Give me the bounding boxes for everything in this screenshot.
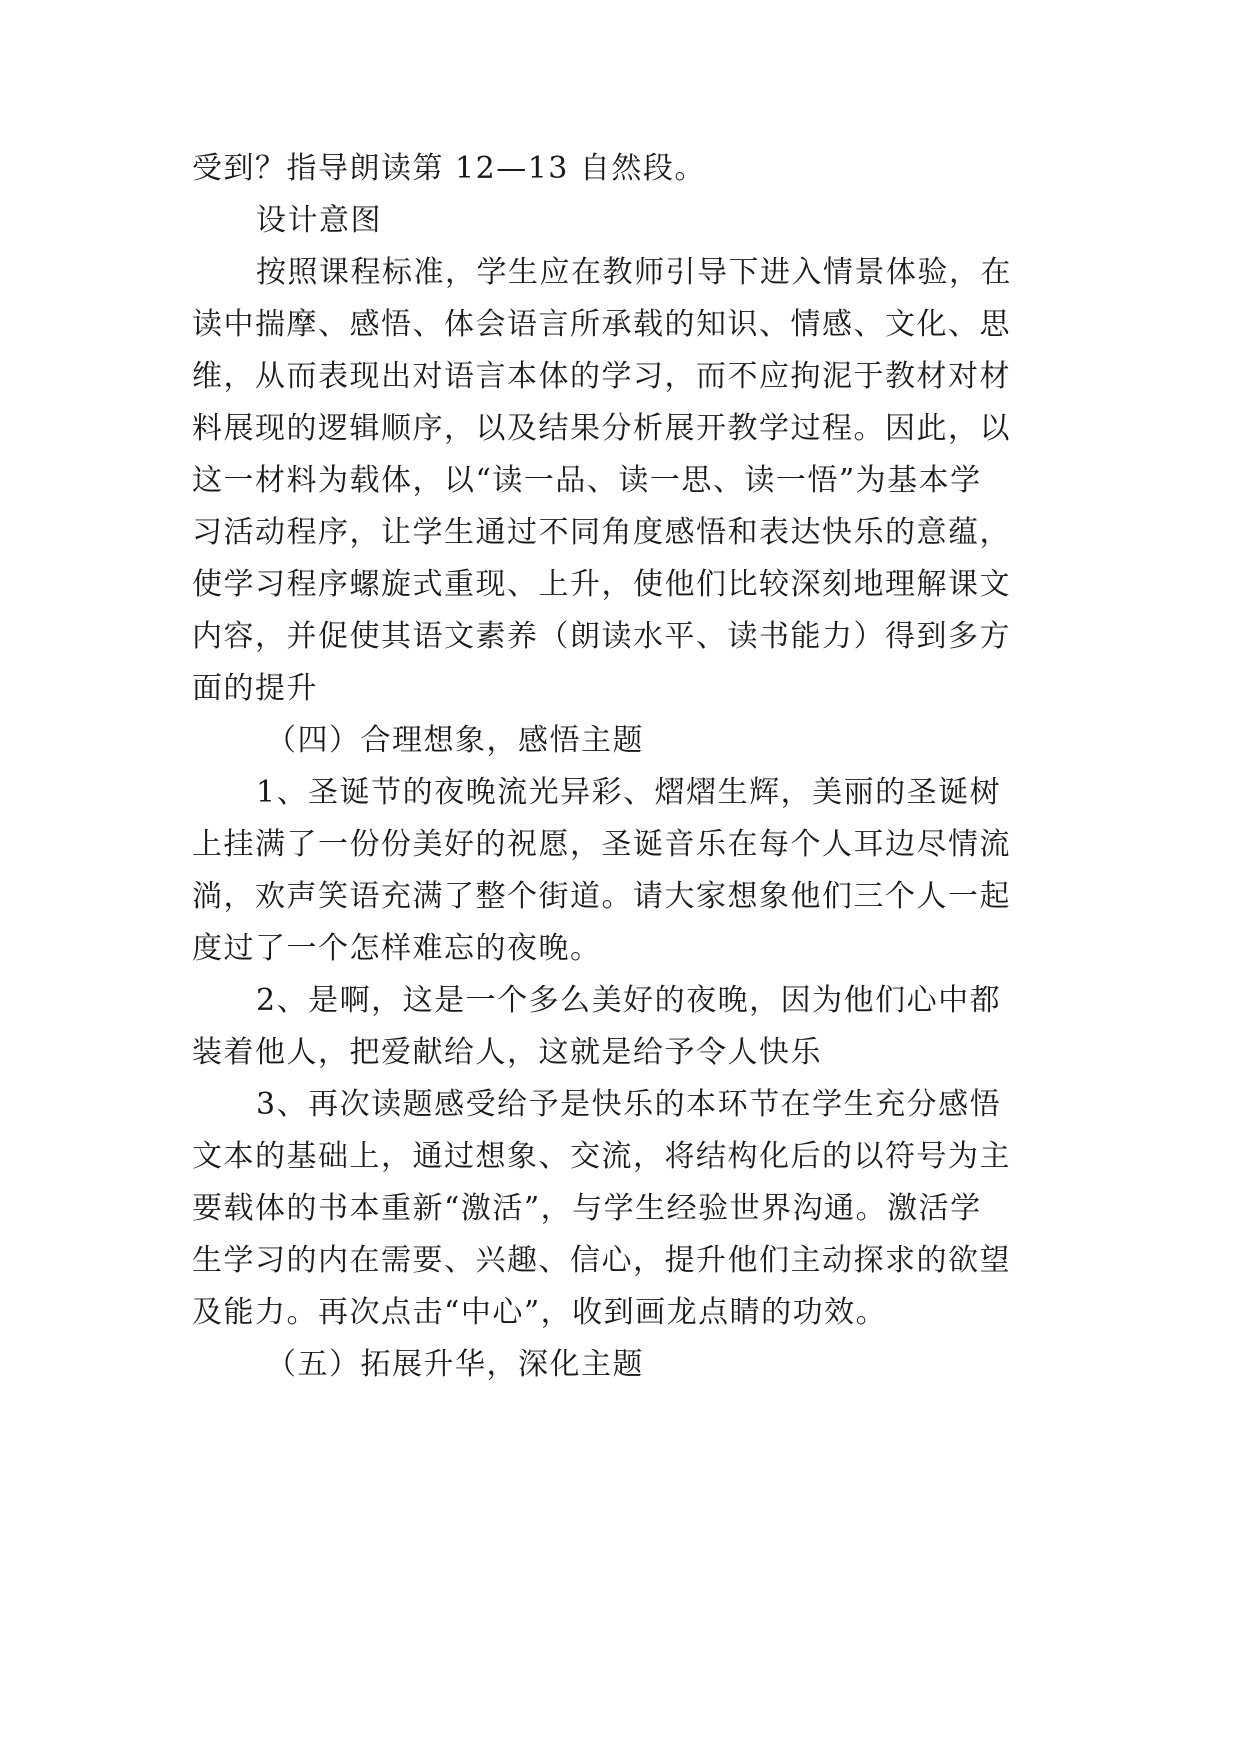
text-line: 度过了一个怎样难忘的夜晚。 <box>192 931 602 966</box>
text-line: 淌，欢声笑语充满了整个街道。请大家想象他们三个人一起 <box>192 879 1011 914</box>
text-line: 受到？指导朗读第 12—13 自然段。 <box>192 151 706 186</box>
text-line: 装着他人，把爱献给人，这就是给予令人快乐 <box>192 1035 822 1070</box>
text-line: 维，从而表现出对语言本体的学习，而不应拘泥于教材对材 <box>192 359 1011 394</box>
section-label: 设计意图 <box>256 203 382 238</box>
text-line: 按照课程标准，学生应在教师引导下进入情景体验，在 <box>256 255 1012 290</box>
text-line: 料展现的逻辑顺序，以及结果分析展开教学过程。因此，以 <box>192 411 1011 446</box>
text-line: 读中揣摩、感悟、体会语言所承载的知识、情感、文化、思 <box>192 307 1011 342</box>
text-line: 使学习程序螺旋式重现、上升，使他们比较深刻地理解课文 <box>192 567 1011 602</box>
text-line: 及能力。再次点击“中心”，收到画龙点睛的功效。 <box>192 1295 888 1330</box>
text-line: 生学习的内在需要、兴趣、信心，提升他们主动探求的欲望 <box>192 1243 1011 1278</box>
section-heading: （五）拓展升华，深化主题 <box>266 1347 644 1382</box>
text-line: 面的提升 <box>192 671 318 706</box>
text-line: 3、再次读题感受给予是快乐的本环节在学生充分感悟 <box>256 1087 1002 1122</box>
section-heading: （四）合理想象，感悟主题 <box>266 723 644 758</box>
text-line: 内容，并促使其语文素养（朗读水平、读书能力）得到多方 <box>192 619 1011 654</box>
text-line: 上挂满了一份份美好的祝愿，圣诞音乐在每个人耳边尽情流 <box>192 827 1011 862</box>
text-line: 1、圣诞节的夜晚流光异彩、熠熠生辉，美丽的圣诞树 <box>256 775 1002 810</box>
text-line: 这一材料为载体，以“读一品、读一思、读一悟”为基本学 <box>192 463 982 498</box>
text-line: 文本的基础上，通过想象、交流，将结构化后的以符号为主 <box>192 1139 1011 1174</box>
text-line: 2、是啊，这是一个多么美好的夜晚，因为他们心中都 <box>256 983 1002 1018</box>
text-line: 习活动程序，让学生通过不同角度感悟和表达快乐的意蕴， <box>192 515 1011 550</box>
text-line: 要载体的书本重新“激活”，与学生经验世界沟通。激活学 <box>192 1191 982 1226</box>
